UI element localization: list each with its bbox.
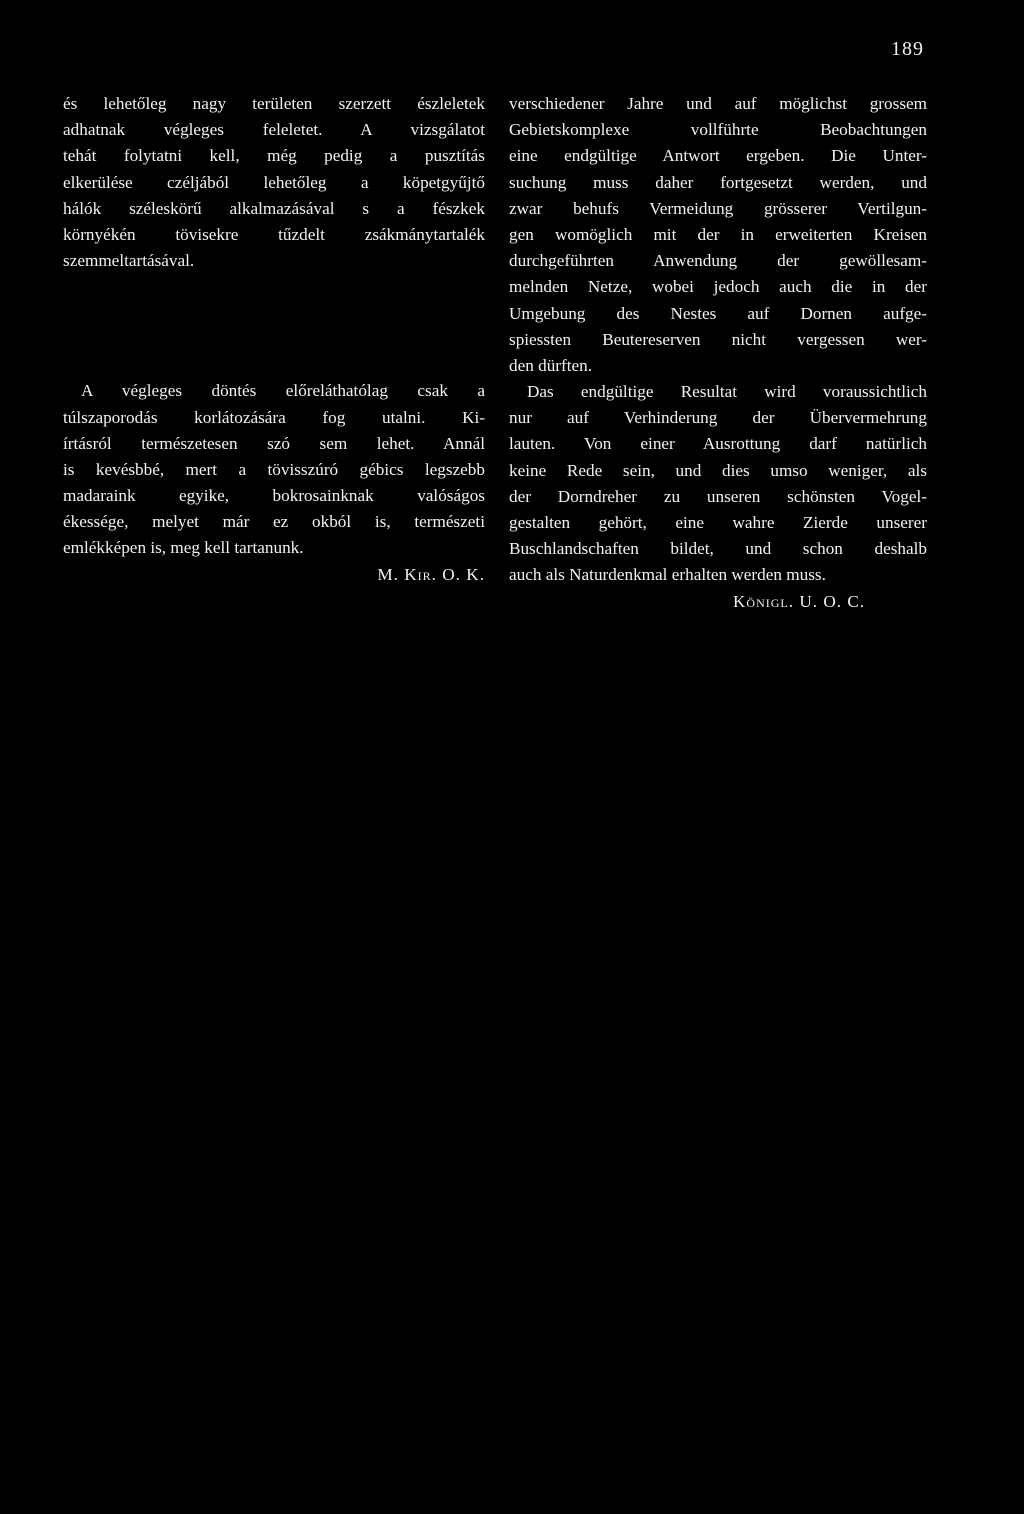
text-line: A végleges döntés előreláthatólag csak a xyxy=(81,381,485,401)
text-line: elkerülése czéljából lehetőleg a köpetgyűjtő xyxy=(63,172,485,192)
german-paragraph-1 xyxy=(509,91,927,379)
text-line: Gebietskomplexe vollführte Beobachtungen xyxy=(509,120,927,140)
german-paragraph-2 xyxy=(509,379,927,589)
text-line: szemmeltartásával. xyxy=(63,251,195,271)
text-line: Umgebung des Nestes auf Dornen aufge- xyxy=(509,303,927,323)
text-line: ékessége, melyet már ez okból is, természeti xyxy=(63,512,485,532)
text-line: Das endgültige Resultat wird voraussichtlich xyxy=(527,382,927,402)
text-line: melnden Netze, wobei jedoch auch die in der xyxy=(509,277,927,297)
text-line: gestalten gehört, eine wahre Zierde unserer xyxy=(509,513,927,532)
text-line: adhatnak végleges feleletet. A vizsgálatot xyxy=(63,120,485,140)
text-line: lauten. Von einer Ausrottung darf natürlich xyxy=(509,434,927,454)
text-line: eine endgültige Antwort ergeben. Die Unter- xyxy=(509,146,927,166)
text-line: gen womöglich mit der in erweiterten Kreisen xyxy=(509,224,927,244)
german-signature: Königl. U. O. C. xyxy=(733,591,866,611)
text-line: auch als Naturdenkmal erhalten werden muss. xyxy=(509,565,826,585)
text-line: keine Rede sein, und dies umso weniger, als xyxy=(509,460,927,480)
text-line: madaraink egyike, bokrosainknak valóságos xyxy=(63,486,485,506)
text-line: verschiedener Jahre und auf möglichst grossem xyxy=(509,94,927,113)
hungarian-paragraph-1 xyxy=(63,91,485,274)
text-line: túlszaporodás korlátozására fog utalni. Ki- xyxy=(63,407,485,427)
text-line: emlékképen is, meg kell tartanunk. xyxy=(63,538,304,558)
text-line: der Dorndreher zu unseren schönsten Vogel- xyxy=(509,486,927,506)
text-line: írtásról természetesen szó sem lehet. Annál xyxy=(63,433,485,453)
text-line: környékén tövisekre tűzdelt zsákmánytartalék xyxy=(63,224,485,244)
text-line: suchung muss daher fortgesetzt werden, und xyxy=(509,172,927,192)
text-line: tehát folytatni kell, még pedig a pusztítás xyxy=(63,146,485,166)
text-line: durchgeführten Anwendung der gewöllesam- xyxy=(509,251,927,271)
hungarian-column xyxy=(63,91,485,588)
text-line: spiessten Beutereserven nicht vergessen wer- xyxy=(509,329,927,349)
text-line: hálók széleskörű alkalmazásával s a fészkek xyxy=(63,198,485,218)
text-line: is kevésbbé, mert a tövisszúró gébics legszebb xyxy=(63,459,485,479)
hungarian-signature: M. Kir. O. K. xyxy=(377,564,485,584)
hungarian-paragraph-2 xyxy=(63,378,485,561)
page-number: 189 xyxy=(891,38,924,60)
text-line: és lehetőleg nagy területen szerzett észleletek xyxy=(63,94,485,113)
text-line: nur auf Verhinderung der Übervermehrung xyxy=(509,408,927,428)
german-column xyxy=(509,91,927,615)
text-line: zwar behufs Vermeidung grösserer Vertilgun- xyxy=(509,198,927,218)
text-line: den dürften. xyxy=(509,355,593,375)
text-line: Buschlandschaften bildet, und schon deshalb xyxy=(509,539,927,559)
paragraph-gap xyxy=(63,274,485,378)
